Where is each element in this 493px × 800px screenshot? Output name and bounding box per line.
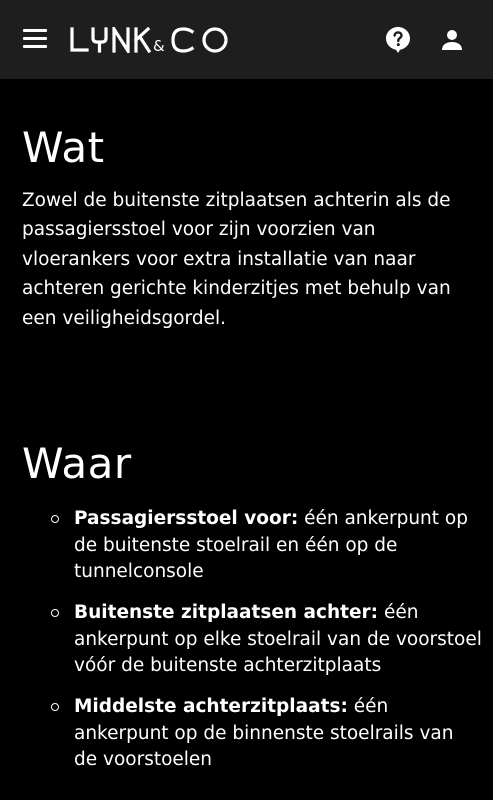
- bullet-circle-icon: [51, 703, 59, 711]
- section-title-wat: Wat: [22, 123, 105, 172]
- anchor-locations-list: [22, 506, 482, 788]
- hamburger-menu-icon[interactable]: [23, 29, 47, 49]
- list-item-text: één ankerpunt op de binnenste stoelrails van de voorstoelen: [74, 696, 454, 770]
- section-body-wat: Zowel de buitenste zitplaatsen achterin als de passagiersstoel voor zijn voorzien van vloerankers voor extra installatie van naar achteren gerichte kinderzitjes met behulp van een veiligheidsgordel.: [22, 190, 451, 329]
- list-item: [22, 694, 482, 774]
- bullet-circle-icon: [51, 515, 59, 523]
- list-item: [22, 506, 482, 586]
- top-navigation-bar: [0, 0, 493, 79]
- bullet-circle-icon: [51, 609, 59, 617]
- list-item-text: één ankerpunt op elke stoelrail van de voorstoel vóór de buitenste achterzitplaats: [74, 602, 482, 676]
- help-question-icon[interactable]: [385, 26, 411, 54]
- list-item-label: Buitenste zitplaatsen achter:: [74, 602, 379, 623]
- list-item-text: één ankerpunt op de buitenste stoelrail en één op de tunnelconsole: [74, 508, 468, 582]
- list-item: [22, 600, 482, 680]
- user-account-icon[interactable]: [440, 28, 464, 52]
- list-item-label: Middelste achterzitplaats:: [74, 696, 348, 717]
- brand-logo[interactable]: [70, 27, 230, 53]
- svg-text:&: &: [153, 37, 165, 53]
- list-item-label: Passagiersstoel voor:: [74, 508, 299, 529]
- section-title-waar: Waar: [22, 439, 132, 488]
